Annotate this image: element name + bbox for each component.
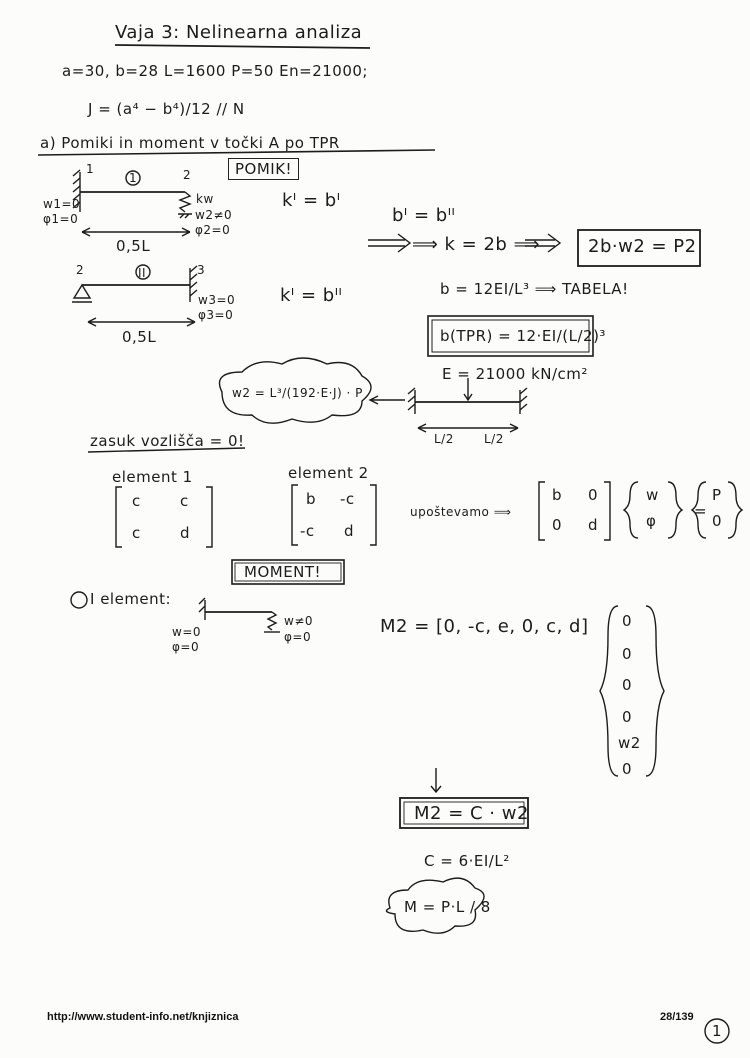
element-I-label: I element:: [90, 590, 172, 608]
equals-sign: =: [694, 502, 708, 520]
m2-vec-1: 0: [622, 645, 633, 663]
bc1-w: w1=0: [43, 197, 81, 211]
elemI-bc-phi-right: φ=0: [284, 630, 312, 644]
elemI-bc-phi-left: φ=0: [172, 640, 200, 654]
length-label-1: 0,5L: [116, 237, 151, 255]
bc2-phi: φ2=0: [195, 223, 231, 237]
mat2-b: -c: [340, 490, 355, 508]
length-label-2: 0,5L: [122, 328, 157, 346]
element1-label: element 1: [112, 468, 193, 486]
vec-p: P: [712, 486, 722, 504]
mat1-b: c: [180, 492, 189, 510]
b-equation: bᴵ = bᴵᴵ: [392, 205, 456, 226]
footer-page-number: 28/139: [660, 1011, 694, 1023]
spring-label: kw: [196, 192, 214, 206]
element2-number: II: [138, 266, 147, 280]
upostevamo-text: upoštevamo ⟹: [410, 505, 512, 519]
moment-label: MOMENT!: [244, 563, 322, 581]
vec-zero: 0: [712, 512, 723, 530]
inertia-formula: J = (a⁴ − b⁴)/12 // N: [88, 100, 245, 118]
half-length-1: L/2: [434, 432, 454, 446]
k-equation-1: kᴵ = bᴵ: [282, 190, 341, 211]
k-equals-2b: ⟹ k = 2b ⟹: [412, 234, 540, 255]
element2-node-left: 2: [76, 263, 85, 277]
vec-w: w: [646, 486, 659, 504]
parameters: a=30, b=28 L=1600 P=50 En=21000;: [62, 62, 368, 80]
footer-url[interactable]: http://www.student-info.net/knjiznica: [47, 1011, 239, 1023]
w2-formula: w2 = L³/(192·E·J) · P: [232, 386, 363, 400]
m2-vec-4: w2: [618, 734, 641, 752]
elemI-bc-w-right: w≠0: [284, 614, 314, 628]
vec-phi: φ: [646, 512, 657, 530]
pomik-label: POMIK!: [228, 158, 299, 180]
page-circle-number: 1: [712, 1022, 723, 1040]
mat3-d: d: [588, 516, 599, 534]
element2-node-right: 3: [197, 263, 206, 277]
m2-vec-3: 0: [622, 708, 633, 726]
b-definition: b = 12EI/L³ ⟹ TABELA!: [440, 280, 629, 298]
bc1-phi: φ1=0: [43, 212, 79, 226]
element1-number: 1: [129, 171, 138, 185]
mat3-b: 0: [588, 486, 599, 504]
m2-boxed-result: M2 = C · w2: [414, 803, 529, 824]
element1-node-right: 2: [183, 168, 192, 182]
mat1-a: c: [132, 492, 141, 510]
mat1-c: c: [132, 524, 141, 542]
k-equation-2: kᴵ = bᴵᴵ: [280, 285, 343, 306]
b-tpr: b(TPR) = 12·EI/(L/2)³: [440, 327, 606, 345]
mat2-d: d: [344, 522, 355, 540]
c-definition: C = 6·EI/L²: [424, 852, 510, 870]
bc2-w: w2≠0: [195, 208, 233, 222]
m2-vec-5: 0: [622, 760, 633, 778]
m-result: M = P·L / 8: [404, 898, 491, 916]
mat3-c: 0: [552, 516, 563, 534]
mat1-d: d: [180, 524, 191, 542]
element2-label: element 2: [288, 464, 369, 482]
m2-vec-2: 0: [622, 676, 633, 694]
page-title: Vaja 3: Nelinearna analiza: [115, 22, 363, 43]
m2-vec-0: 0: [622, 612, 633, 630]
elemI-bc-w-left: w=0: [172, 625, 202, 639]
boxed-2b-w2: 2b·w2 = P2: [588, 236, 697, 257]
e-value: E = 21000 kN/cm²: [442, 365, 588, 383]
half-length-2: L/2: [484, 432, 504, 446]
mat3-a: b: [552, 486, 563, 504]
zasuk-note: zasuk vozlišča = 0!: [90, 432, 245, 450]
mat2-c: -c: [300, 522, 315, 540]
element1-node-left: 1: [86, 162, 95, 176]
bc3-w: w3=0: [198, 293, 236, 307]
bc3-phi: φ3=0: [198, 308, 234, 322]
section-a-heading: a) Pomiki in moment v točki A po TPR: [40, 134, 340, 152]
m2-row-vector: M2 = [0, -c, e, 0, c, d]: [380, 616, 589, 637]
mat2-a: b: [306, 490, 317, 508]
